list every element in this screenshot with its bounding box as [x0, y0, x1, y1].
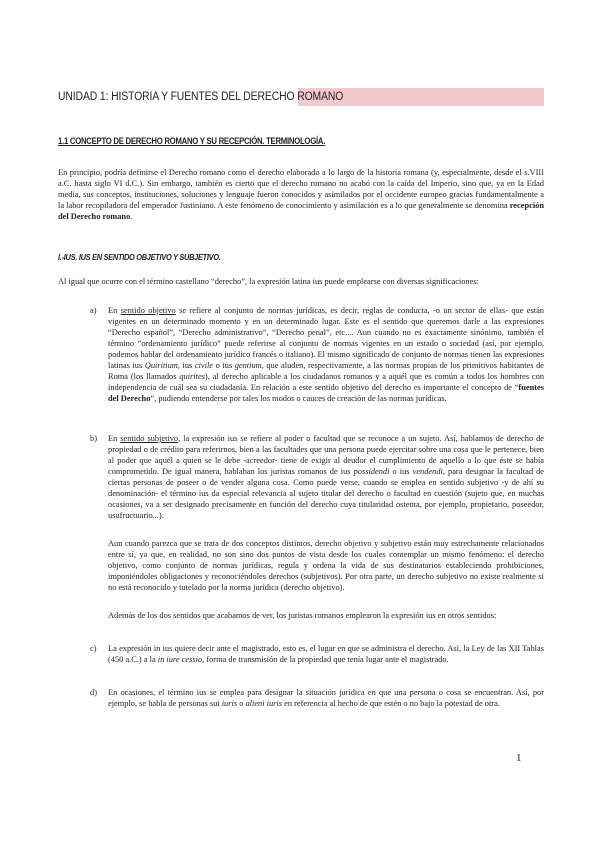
item-a-i2: civile	[194, 361, 214, 370]
intro-paragraph	[58, 167, 544, 222]
unit-title: UNIDAD 1: HISTORIA Y FUENTES DEL DERECHO ROMANO	[58, 91, 344, 103]
item-a-lead: En	[108, 306, 121, 315]
item-b-t2: o ius	[389, 467, 413, 476]
item-b-continuation: Aun cuando parezca que se trata de dos conceptos distintos, derecho objetivo y subjetivo están muy estrechamente relacionados entre sí, ya que, en realidad, no son sino dos puntos de vista desde los cuales contemplar un mismo fenómeno: el derecho objetivo, como conjunto de normas jurídicas, regula y ordena la vida de sus destinatarios estableciendo prohibiciones, imponiéndoles obligaciones y reconociéndoles derechos (subjetivos). Por otra parte, un derecho subjetivo no existe realmente si no está reconocido y tutelado por la norma jurídica (derecho objetivo).	[108, 539, 544, 592]
item-b-lead: En	[108, 434, 121, 443]
item-a-t2: , ius	[177, 361, 195, 370]
item-a-i1: Quiritium	[144, 361, 178, 370]
section-heading	[58, 136, 325, 146]
item-b-term: sentido subjetivo	[120, 434, 179, 443]
item-d-text	[108, 687, 544, 709]
section-heading-end: .	[323, 136, 326, 146]
intro-end: .	[130, 212, 133, 221]
item-c-t2: , forma de transmisión de la propiedad que tenía lugar ante el magistrado.	[202, 655, 449, 664]
item-c-letter: c)	[90, 644, 97, 653]
item-a-t5: ), al derecho aplicable a los ciudadanos romanos y a aquél que es común a todos los hombres con independencia de cuál sea su ciudadanía. En relación a este sentido objetivo del derecho es importante el concepto de “	[108, 372, 545, 392]
item-d-t2: o	[237, 699, 246, 708]
item-a-t4: , que aluden, respectivamente, a las normas propias de los primitivos habitantes de Roma (los llamados	[108, 361, 545, 381]
unit-title-block	[58, 88, 544, 106]
item-d-t1: En ocasiones, el término ius se emplea para designar la situación jurídica en que una persona o cosa se encuentran. Así, por ejemplo, se habla de personas sui	[108, 688, 544, 708]
item-a-bold: fuentes del Derecho	[108, 383, 544, 403]
page-number: 1	[516, 752, 522, 764]
item-b-i2: vendendi	[412, 467, 443, 476]
item-c-text	[108, 643, 544, 665]
subsection-intro: Al igual que ocurre con el término castellano “derecho”, la expresión latina ius puede emplearse con diversas significaciones:	[58, 277, 479, 286]
item-c-t1: La expresión in ius quiere decir ante el magistrado, esto es, el lugar en que se administra el derecho. Así, la Ley de las XII Tablas (450 a.C.) a la	[108, 644, 544, 664]
intro-text: En principio, podría definirse el Derecho romano como el derecho elaborado a lo largo de la historia romana (y, especialmente, desde el s.VIII a.C. hasta siglo VI d.C.). Sin embargo, también es cierto que el derecho romano no acabó con la caída del Imperio, sino que, ya en la Edad media, sus conceptos, instituciones, soluciones y lenguaje fueron conocidos y asimilados por el occidente europeo gracias fundamentalmente a la labor recopiladora del emperador Justiniano. A este fenómeno de conocimiento y asimilación es a lo que generalmente se denomina	[58, 168, 544, 210]
item-b-text	[108, 433, 544, 521]
item-a-i3: gentium	[234, 361, 262, 370]
item-c-i1: in iure cessio	[157, 655, 203, 664]
other-senses-paragraph: Además de los dos sentidos que acabamos de ver, los juristas romanos emplearon la expresión ius en otros sentidos:	[108, 611, 497, 620]
intro-bold: recepción del Derecho romano	[58, 201, 544, 221]
item-b-t3: , para designar la facultad de ciertas personas de poseer o de vender alguna cosa. Como puede verse, cuando se emplea en sentido subjetivo -y de ahí su denominación- el término ius da especial relevancia al sujeto titular del derecho o facultad en cuestión (sujeto que, en muchas ocasiones, va a ser designado precisamente en función del derecho cuya titularidad ostenta, por ejemplo, propietario, poseedor, usufructuario...).	[108, 467, 545, 520]
item-a-t3: o ius	[213, 361, 235, 370]
item-d-t3: en referencia al hecho de que estén o no bajo la potestad de otra.	[282, 699, 500, 708]
item-a-text	[108, 305, 544, 404]
item-d-i2: alieni iuris	[245, 699, 283, 708]
item-d-letter: d)	[90, 688, 97, 697]
item-b-t1: , la expresión ius se refiere al poder o facultad que se reconoce a un sujeto. Así, hablamos de derecho de propiedad o de crédito para referirnos, bien a las facultades que una persona puede ejercitar sobre una cosa que le pertenece, bien al poder que aquél a quien se le debe -acreedor- tiene de exigir al deudor el cumplimiento de aquello a lo que éste se había comprometido. De igual manera, hablaban los juristas romanos de ius	[108, 434, 544, 476]
item-a-term: sentido objetivo	[120, 306, 176, 315]
item-a-t6: ”, pudiendo entenderse por tales los modos o cauces de creación de las normas jurídicas.	[150, 394, 447, 403]
item-a-i4: quirites	[179, 372, 205, 381]
subsection-heading: I.-IUS. IUS EN SENTIDO OBJETIVO Y SUBJETIVO.	[58, 252, 221, 262]
section-heading-text: 1.1 CONCEPTO DE DERECHO ROMANO Y SU RECEPCIÓN. TERMINOLOGÍA	[58, 136, 324, 146]
item-b-i1: possidendi	[353, 467, 390, 476]
item-d-i1: iuris	[221, 699, 238, 708]
item-a-t1: se refiere al conjunto de normas jurídicas, es decir, reglas de conducta, -o un sector de ellas- que están vigentes en un determinado momento y en un determinado lugar. Este es el sentido que queremos darle a las expresiones “Derecho español”, “Derecho administrativo”, “Derecho penal”, etc.... Aun cuando no es exactamente sinónimo, también el término “ordenamiento jurídico” puede referirse al conjunto de normas vigentes en un estado o sociedad (así, por ejemplo, podemos hablar del ordenamiento jurídico francés o italiano). El mismo significado de conjunto de normas tienen las expresiones latinas ius	[108, 306, 544, 370]
item-a-letter: a)	[90, 306, 97, 315]
item-b-letter: b)	[90, 434, 97, 443]
